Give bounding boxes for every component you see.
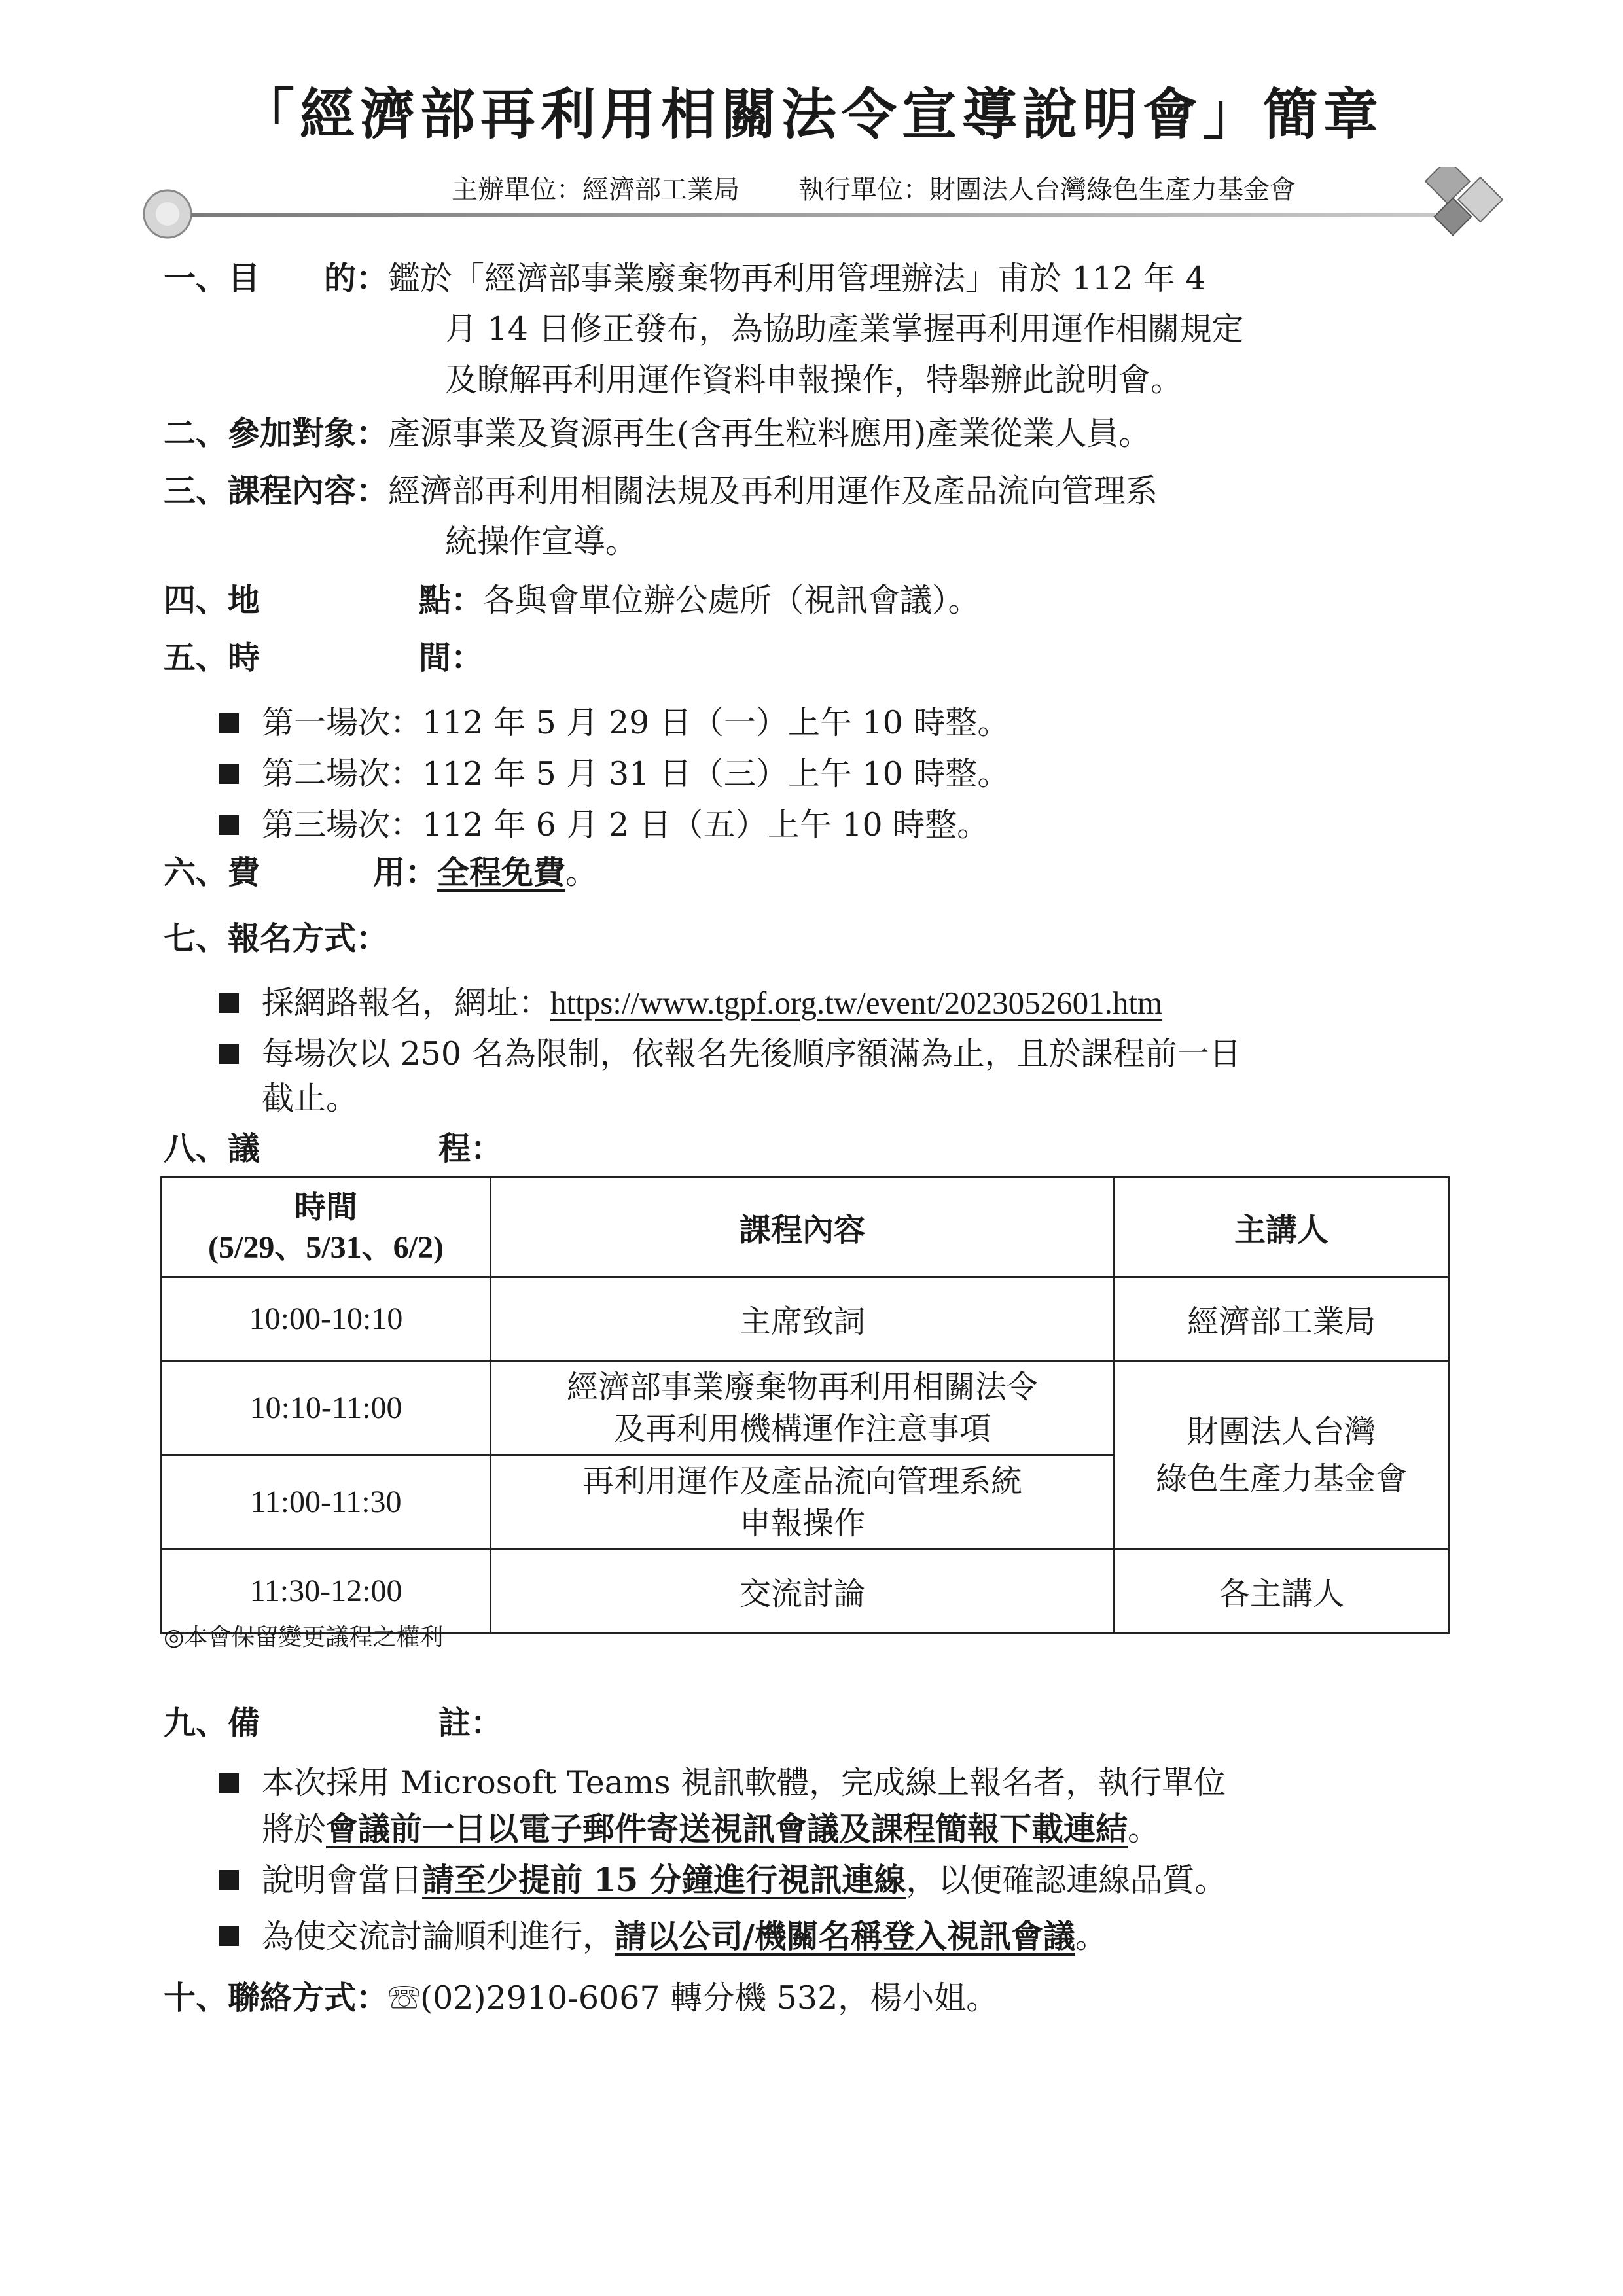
table-row bbox=[162, 1361, 1449, 1455]
section-registration bbox=[164, 913, 388, 964]
square-bullet-icon bbox=[219, 1044, 239, 1064]
row-content: 交流討論 bbox=[491, 1549, 1115, 1633]
square-bullet-icon bbox=[219, 764, 239, 784]
session-2: 第二場次：112 年 5 月 31 日（三）上午 10 時整。 bbox=[262, 755, 1010, 792]
square-bullet-icon bbox=[219, 1926, 239, 1946]
content-line-1: 經濟部再利用相關法規及再利用運作及產品流向管理系 bbox=[388, 472, 1158, 510]
time-label-a: 五、時 bbox=[164, 639, 260, 677]
participants-text: 產源事業及資源再生(含再生粒料應用)產業從業人員。 bbox=[388, 415, 1151, 452]
agenda-label-a: 八、議 bbox=[164, 1129, 260, 1167]
row-time: 10:10-11:00 bbox=[162, 1361, 491, 1455]
content-label: 三、課程內容： bbox=[164, 472, 389, 510]
location-label-b: 點： bbox=[419, 581, 484, 619]
purpose-label: 一、目 的： bbox=[164, 259, 389, 297]
fee-text: 全程免費 bbox=[437, 853, 566, 891]
square-bullet-icon bbox=[219, 993, 239, 1013]
remarks-item-3-emphasis: 請以公司/機關名稱登入視訊會議 bbox=[615, 1917, 1075, 1955]
remarks-item-2: 說明會當日請至少提前 15 分鐘進行視訊連線，以便確認連線品質。 bbox=[262, 1861, 1227, 1899]
section-participants bbox=[164, 408, 1150, 459]
row-time: 11:00-11:30 bbox=[162, 1455, 491, 1549]
agenda-table bbox=[160, 1176, 1450, 1634]
fee-label-a: 六、費 bbox=[164, 853, 260, 891]
purpose-line-2: 月 14 日修正發布，為協助產業掌握再利用運作相關規定 bbox=[445, 310, 1244, 347]
fee-suffix: 。 bbox=[565, 854, 598, 891]
registration-url-prefix: 採網路報名，網址： bbox=[262, 984, 551, 1021]
remarks-item-1-line-2: 將於會議前一日以電子郵件寄送視訊會議及課程簡報下載連結。 bbox=[262, 1810, 1160, 1848]
session-3: 第三場次：112 年 6 月 2 日（五）上午 10 時整。 bbox=[262, 806, 990, 843]
row-speaker: 經濟部工業局 bbox=[1115, 1277, 1449, 1361]
section-remarks bbox=[164, 1697, 503, 1749]
location-label-a: 四、地 bbox=[164, 581, 260, 619]
row-content: 再利用運作及產品流向管理系統 申報操作 bbox=[491, 1455, 1115, 1549]
executor-unit: 執行單位：財團法人台灣綠色生產力基金會 bbox=[798, 175, 1296, 205]
section-time bbox=[164, 632, 483, 684]
section-fee bbox=[164, 847, 597, 898]
diamond-ornament-icon bbox=[1425, 167, 1503, 235]
section-agenda bbox=[164, 1127, 503, 1171]
agenda-header-row bbox=[162, 1178, 1449, 1277]
registration-url-link[interactable]: https://www.tgpf.org.tw/event/2023052601.htm bbox=[550, 985, 1163, 1021]
row-time: 10:00-10:10 bbox=[162, 1277, 491, 1361]
phone-icon: ☏ bbox=[388, 1979, 421, 2017]
table-row bbox=[162, 1277, 1449, 1361]
participants-label: 二、參加對象： bbox=[164, 414, 389, 452]
row-speaker: 財團法人台灣 綠色生產力基金會 bbox=[1115, 1361, 1449, 1549]
row-time: 11:30-12:00 bbox=[162, 1549, 491, 1633]
page-title: 「經濟部再利用相關法令宣導說明會」簡章 bbox=[239, 82, 1383, 147]
fee-label-b: 用： bbox=[373, 853, 438, 891]
content-line-2: 統操作宣導。 bbox=[445, 523, 638, 560]
purpose-line-3: 及瞭解再利用運作資料申報操作，特舉辦此說明會。 bbox=[445, 361, 1183, 398]
agenda-label-b: 程： bbox=[438, 1129, 503, 1167]
registration-label: 七、報名方式： bbox=[164, 919, 389, 957]
location-text: 各與會單位辦公處所（視訊會議）。 bbox=[483, 582, 980, 619]
time-label-b: 間： bbox=[419, 639, 484, 677]
square-bullet-icon bbox=[219, 815, 239, 835]
registration-item-2-line-2: 截止。 bbox=[262, 1080, 359, 1117]
remarks-item-3: 為使交流討論順利進行，請以公司/機關名稱登入視訊會議。 bbox=[262, 1917, 1107, 1955]
section-location bbox=[164, 574, 980, 626]
square-bullet-icon bbox=[219, 1773, 239, 1793]
square-bullet-icon bbox=[219, 713, 239, 733]
remarks-label-b: 註： bbox=[438, 1704, 503, 1742]
remarks-item-2-emphasis: 請至少提前 15 分鐘進行視訊連線 bbox=[422, 1861, 906, 1899]
remarks-label-a: 九、備 bbox=[164, 1704, 260, 1742]
header-time: 時間 (5/29、5/31、6/2) bbox=[162, 1178, 491, 1277]
registration-item-1 bbox=[262, 978, 1162, 1029]
organizers bbox=[452, 171, 1296, 208]
contact-text: (02)2910-6067 轉分機 532，楊小姐。 bbox=[420, 1979, 999, 2017]
row-speaker: 各主講人 bbox=[1115, 1549, 1449, 1633]
row-content: 主席致詞 bbox=[491, 1277, 1115, 1361]
section-contact bbox=[164, 1972, 998, 2024]
section-purpose bbox=[164, 253, 1205, 304]
host-unit: 主辦單位：經濟部工業局 bbox=[452, 175, 740, 205]
contact-label: 十、聯絡方式： bbox=[164, 1979, 389, 2017]
remarks-item-1-line-1: 本次採用 Microsoft Teams 視訊軟體，完成線上報名者，執行單位 bbox=[262, 1764, 1226, 1801]
header-speaker: 主講人 bbox=[1115, 1178, 1449, 1277]
row-content: 經濟部事業廢棄物再利用相關法令 及再利用機構運作注意事項 bbox=[491, 1361, 1115, 1455]
agenda-note: ◎本會保留變更議程之權利 bbox=[164, 1624, 444, 1651]
table-row bbox=[162, 1549, 1449, 1633]
session-1: 第一場次：112 年 5 月 29 日（一）上午 10 時整。 bbox=[262, 704, 1010, 741]
remarks-item-1-emphasis: 會議前一日以電子郵件寄送視訊會議及課程簡報下載連結 bbox=[326, 1810, 1128, 1848]
section-content bbox=[164, 465, 1158, 517]
purpose-line-1: 鑑於「經濟部事業廢棄物再利用管理辦法」甫於 112 年 4 bbox=[388, 260, 1206, 297]
header-content: 課程內容 bbox=[491, 1178, 1115, 1277]
square-bullet-icon bbox=[219, 1870, 239, 1890]
registration-item-2-line-1: 每場次以 250 名為限制，依報名先後順序額滿為止，且於課程前一日 bbox=[262, 1035, 1241, 1072]
